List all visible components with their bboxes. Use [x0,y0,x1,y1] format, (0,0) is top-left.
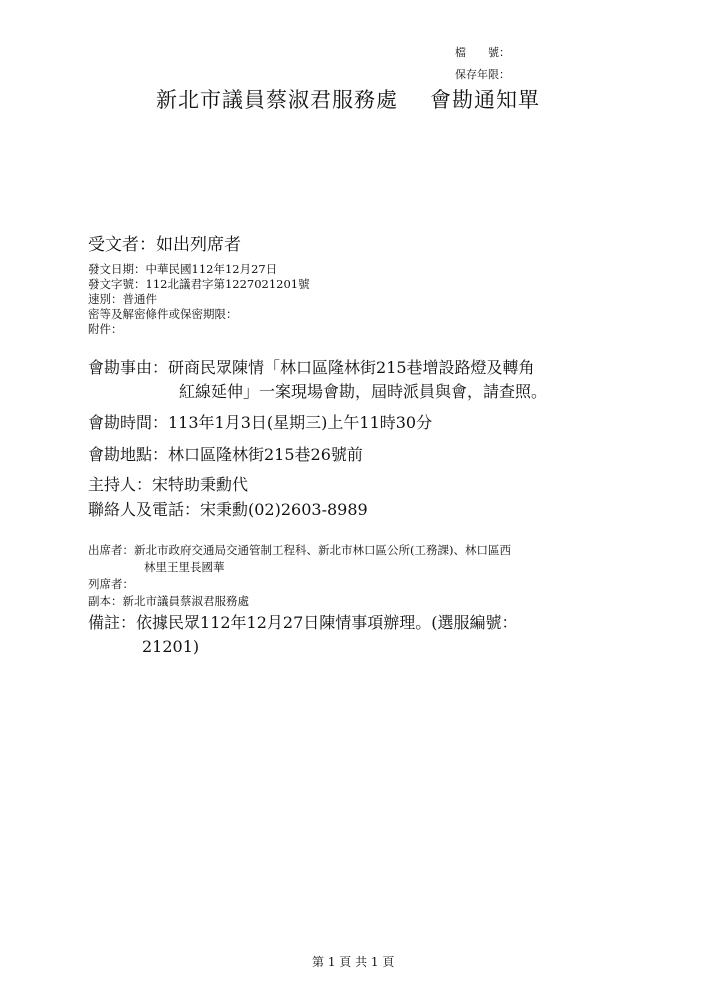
issue-date: 發文日期：中華民國112年12月27日 [88,262,278,276]
retention-period-label: 保存年限： [455,68,510,81]
page-number: 第 1 頁 共 1 頁 [312,955,395,969]
secrecy-level: 密等及解密條件或保密期限： [88,307,238,321]
subject-block [88,356,547,404]
inspection-place: 會勘地點：林口區隆林街215巷26號前 [88,445,363,464]
office-name: 新北市議員蔡淑君服務處 [156,88,398,112]
recipient: 受文者：如出列席者 [88,235,241,255]
note-line-1: 依據民眾112年12月27日陳情事項辦理。(選服編號： [136,613,518,632]
subject-label: 會勘事由： [88,358,169,377]
note-block [88,611,518,659]
attendees-label: 出席者： [88,543,134,557]
subject-line-2: 紅線延伸」一案現場會勘，屆時派員與會，請查照。 [179,382,548,401]
copy-to: 副本：新北市議員蔡淑君服務處 [88,594,249,608]
file-number-label: 檔 號： [455,46,510,59]
observers: 列席者： [88,577,134,591]
document-title [156,84,540,114]
inspection-time: 會勘時間：113年1月3日(星期三)上午11時30分 [88,413,433,432]
attachment: 附件： [88,322,123,336]
note-label: 備註： [88,613,137,632]
distribution-block [88,542,511,610]
note-line-2: 21201) [142,637,200,656]
host: 主持人：宋特助秉勳代 [88,475,249,494]
attendees-line-2: 林里王里長國華 [144,560,225,574]
contact: 聯絡人及電話：宋秉勳(02)2603-8989 [88,500,368,519]
meta-block [88,262,310,337]
speed-class: 速別：普通件 [88,292,157,306]
attendees-line-1: 新北市政府交通局交通管制工程科、新北市林口區公所(工務課)、林口區西 [134,543,511,557]
subject-line-1: 研商民眾陳情「林口區隆林街215巷增設路燈及轉角 [168,358,535,377]
document-number: 發文字號：112北議君字第1227021201號 [88,277,310,291]
document-type: 會勘通知單 [430,88,540,112]
